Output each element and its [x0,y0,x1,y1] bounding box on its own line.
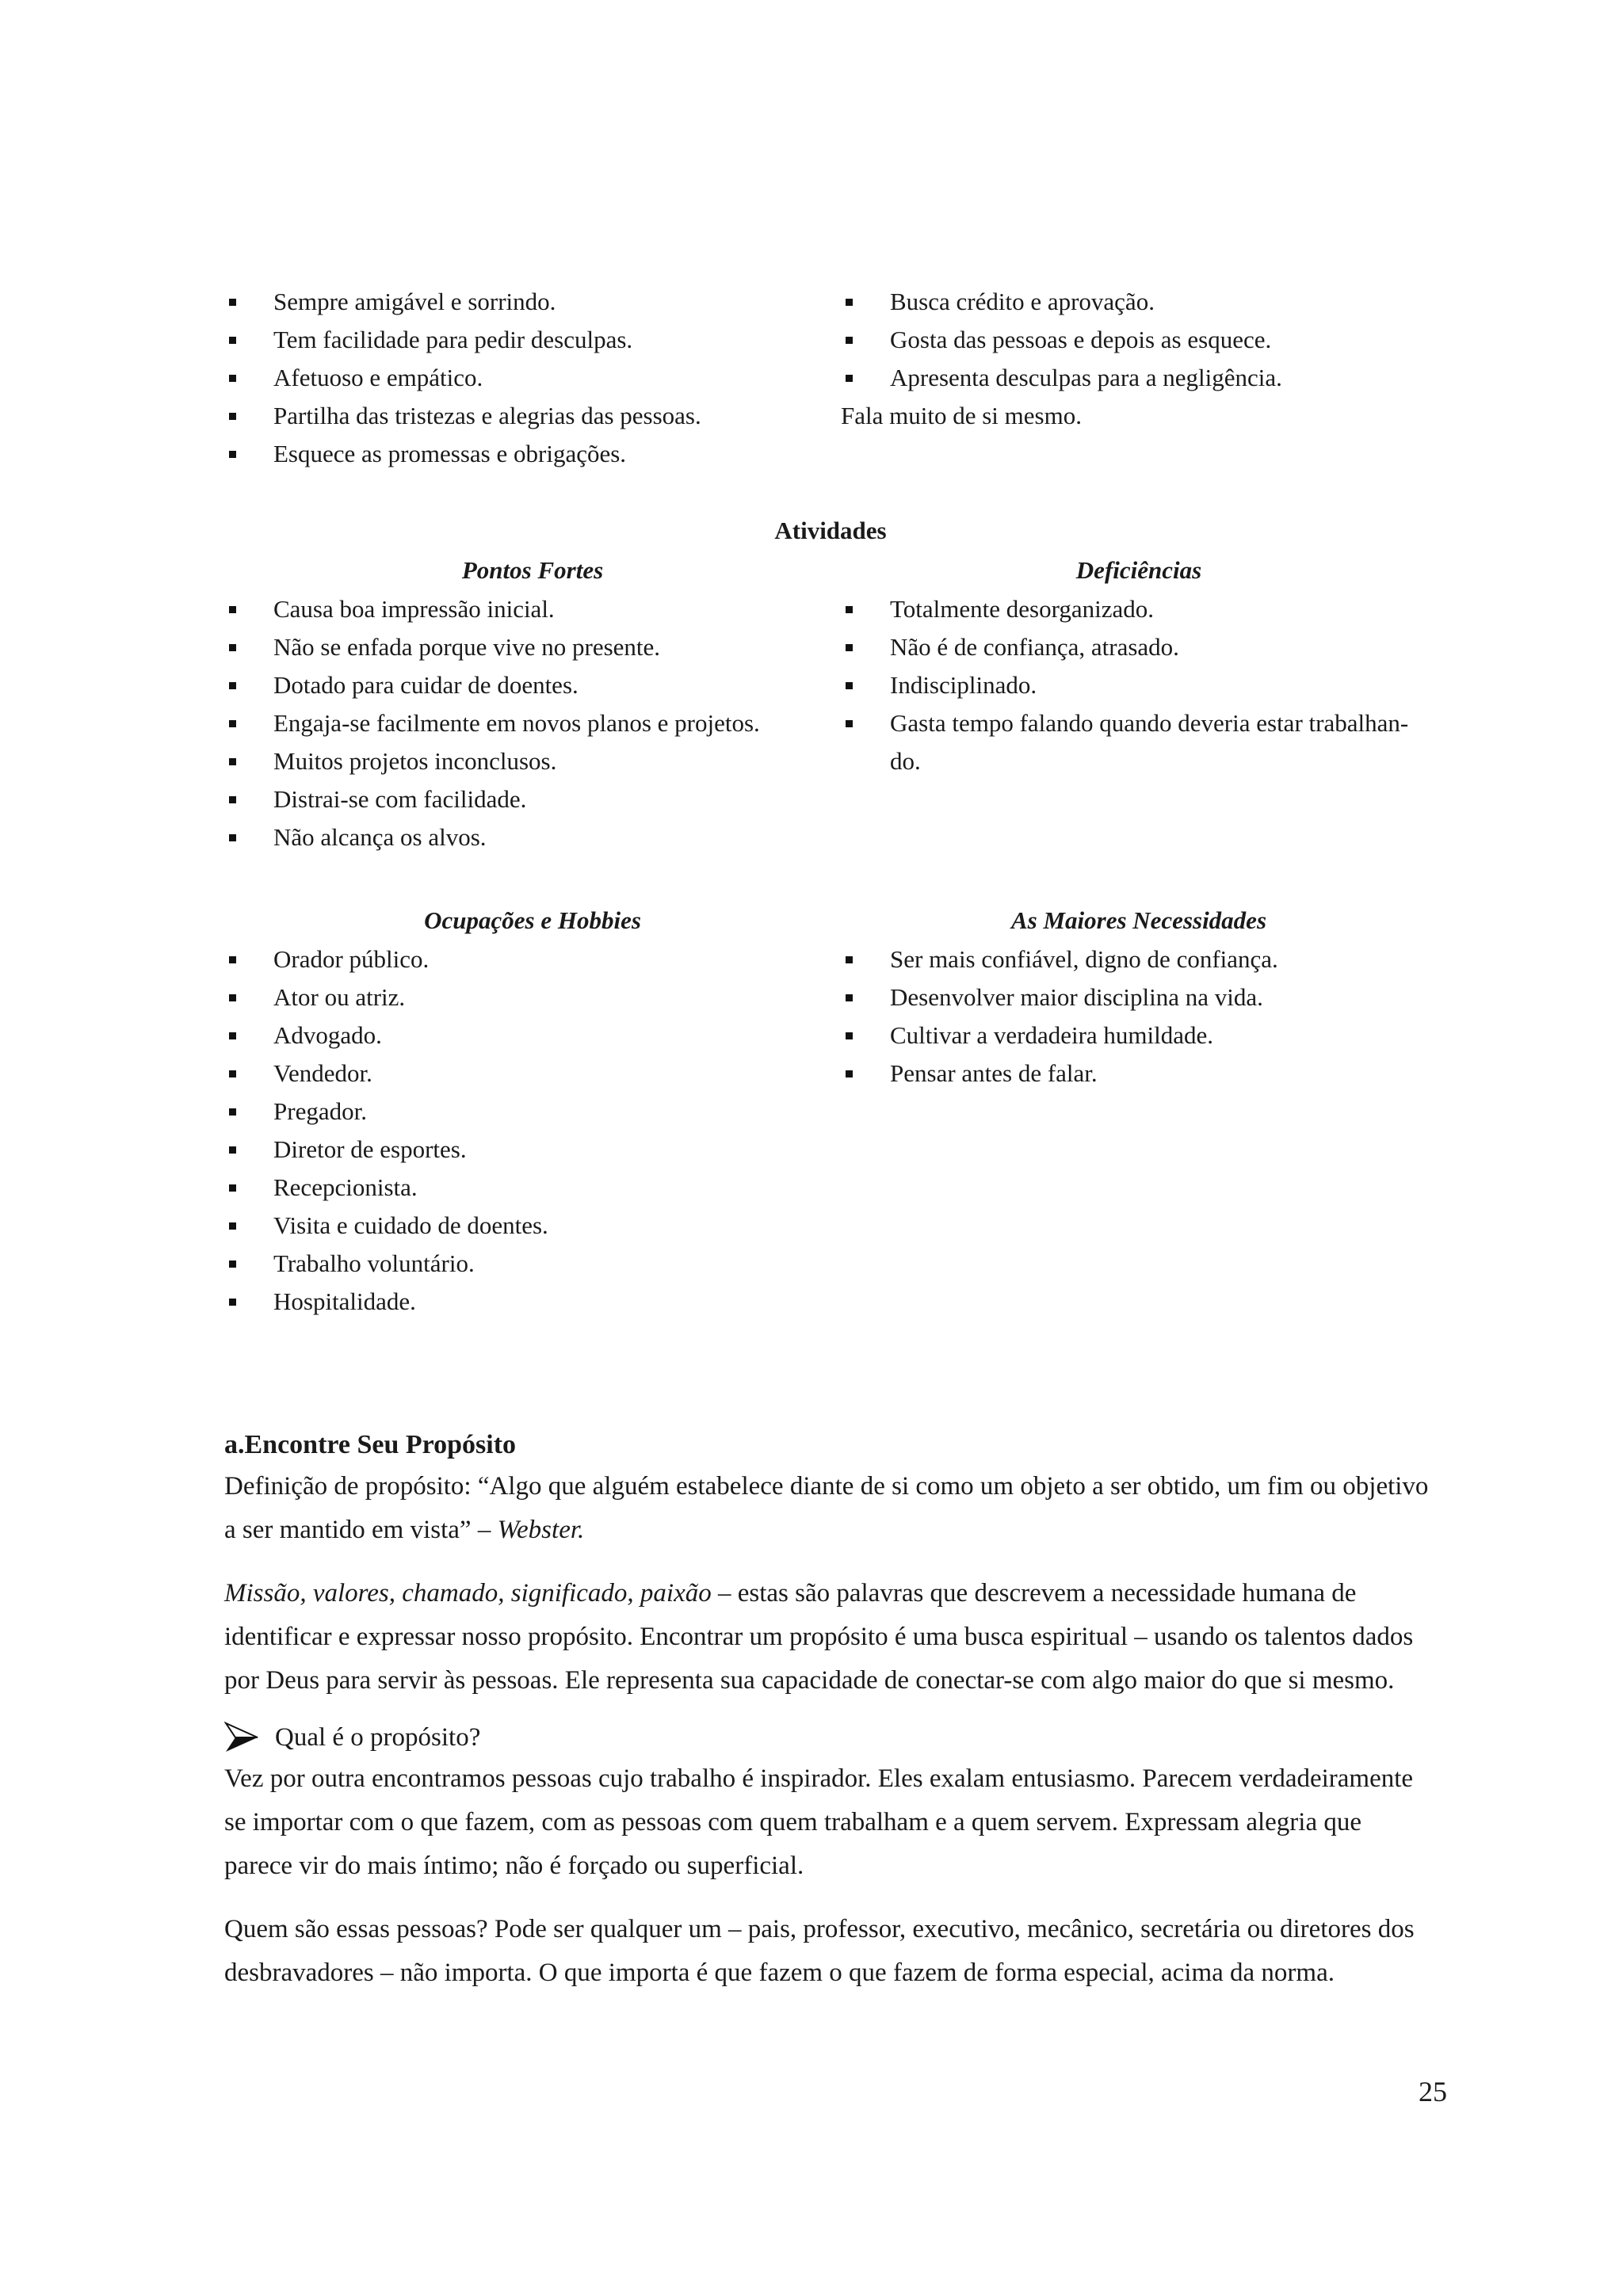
ocupacoes-section [224,901,1437,1321]
list-item: Cultivar a verdadeira humildade. [841,1016,1429,1055]
list-item: Dotado para cuidar de doentes. [224,666,812,704]
list-item: Vendedor. [224,1055,812,1093]
list-item: Visita e cuidado de doentes. [224,1207,812,1245]
ocupacoes-heading: Ocupações e Hobbies [424,906,641,934]
top-left-column [224,283,841,473]
page-number: 25 [1419,2076,1447,2107]
atividades-section [224,551,1437,856]
top-left-list [224,283,841,473]
list-item: Pensar antes de falar. [841,1055,1429,1093]
inspiration-paragraph: Vez por outra encontramos pessoas cujo trabalho é inspirador. Eles exalam entusiasmo. Parecem verdadeiramente se importar com o que fazem, com as pessoas com quem trabalham e a quem servem. Expressam alegria que parece vir do mais íntimo; não é forçado ou superficial. [224,1764,1414,1880]
list-item: Afetuoso e empático. [224,359,812,397]
list-item: Não é de confiança, atrasado. [841,628,1429,666]
list-item: Não alcança os alvos. [224,818,812,856]
question-heading [224,1718,480,1757]
necessidades-heading: As Maiores Necessidades [1010,906,1267,934]
mission-text: – estas são palavras que descrevem a necessidade humana de identificar e expressar nosso propósito. Encontrar um propósito é uma busca espiritual – usando os talentos dados por Deus para servir às pessoas. Ele representa sua capacidade de conectar-se com algo maior do que si mesmo. [224,1579,1414,1695]
list-item: Indisciplinado. [841,666,1429,704]
deficiencias-heading: Deficiências [1075,556,1202,584]
ocupacoes-list [224,940,841,1321]
deficiencias-column [841,551,1437,856]
list-item: Pregador. [224,1093,812,1131]
list-item: Diretor de esportes. [224,1131,812,1169]
list-item: Causa boa impressão inicial. [224,590,812,628]
pontos-fortes-heading: Pontos Fortes [461,556,604,584]
list-item: Distrai-se com facilidade. [224,780,812,818]
pontos-fortes-column [224,551,841,856]
atividades-title: Atividades [774,517,887,544]
list-item: Recepcionista. [224,1169,812,1207]
definition-text: Definição de propósito: “Algo que alguém estabelece diante de si como um objeto a ser obtido, um fim ou objetivo a ser mantido em vista” – [224,1472,1429,1544]
definition-source: Webster. [497,1516,585,1544]
list-item: Engaja-se facilmente em novos planos e projetos. [224,704,812,742]
list-item: Não se enfada porque vive no presente. [224,628,812,666]
section-title: a.Encontre Seu Propósito [224,1430,517,1459]
top-right-column [841,283,1437,473]
question-text: Qual é o propósito? [275,1723,481,1752]
list-item: Esquece as promessas e obrigações. [224,435,812,473]
necessidades-column [841,901,1437,1321]
list-item: Ator ou atriz. [224,978,812,1016]
definition-paragraph [224,1465,1429,1552]
list-item: Apresenta desculpas para a negligência. [841,359,1429,397]
top-right-plain-line: Fala muito de si mesmo. [841,402,1082,429]
necessidades-list [841,940,1437,1093]
list-item: Totalmente desorganizado. [841,590,1429,628]
list-item: Gosta das pessoas e depois as esquece. [841,321,1429,359]
top-right-list [841,283,1437,397]
mission-italic-words: Missão, valores, chamado, significado, paixão [224,1579,712,1608]
list-item: Hospitalidade. [224,1283,812,1321]
list-item: Sempre amigável e sorrindo. [224,283,812,321]
top-lists [224,283,1437,473]
ocupacoes-column [224,901,841,1321]
list-item: Gasta tempo falando quando deveria estar trabalhan-do. [841,704,1429,780]
mission-paragraph [224,1572,1429,1703]
list-item: Desenvolver maior disciplina na vida. [841,978,1429,1016]
list-item: Orador público. [224,940,812,978]
pontos-fortes-list [224,590,841,856]
list-item: Busca crédito e aprovação. [841,283,1429,321]
list-item: Tem facilidade para pedir desculpas. [224,321,812,359]
list-item: Partilha das tristezas e alegrias das pessoas. [224,397,812,435]
who-paragraph: Quem são essas pessoas? Pode ser qualquer um – pais, professor, executivo, mecânico, secretária ou diretores dos desbravadores – não importa. O que importa é que fazem o que fazem de forma especial, acima da norma. [224,1915,1415,1987]
list-item: Advogado. [224,1016,812,1055]
list-item: Ser mais confiável, digno de confiança. [841,940,1429,978]
list-item: Trabalho voluntário. [224,1245,812,1283]
deficiencias-list [841,590,1437,780]
arrowhead-bullet-icon [224,1722,259,1753]
list-item: Muitos projetos inconclusos. [224,742,812,780]
